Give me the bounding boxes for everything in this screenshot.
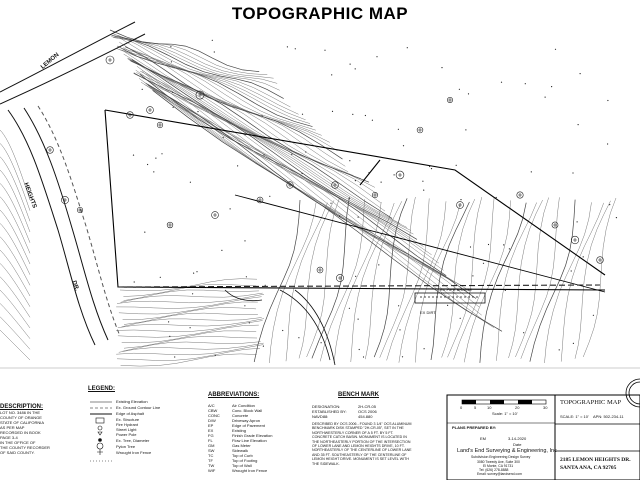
spot-elevation — [295, 48, 296, 49]
spot-elevation — [282, 330, 283, 331]
spot-elevation — [302, 114, 303, 115]
description-line: PAGE 3-4 — [0, 435, 18, 440]
spot-elevation — [456, 165, 457, 166]
spot-elevation — [616, 217, 617, 218]
description-line: OF SAID COUNTY. — [0, 450, 35, 455]
spot-elevation — [368, 172, 369, 173]
spot-elevation — [571, 270, 572, 271]
spot-elevation — [245, 134, 246, 135]
abbr-meaning: Concrete — [232, 413, 249, 418]
spot-elevation — [330, 203, 331, 204]
scale-tick: 20 — [515, 405, 520, 410]
spot-elevation — [349, 308, 350, 309]
spot-elevation — [460, 199, 461, 200]
abbr-meaning: Driveway Apron — [232, 418, 261, 423]
spot-elevation — [578, 124, 579, 125]
bench-mark-description: DESCRIBED BY OCS 2006 - FOUND 3 1/4" OCS ALUMINUM BENCHMARK DISK STAMPED "2H-CR-05", SET IN THE NORTHWESTERLY CORNER OF A 5 FT. BY 5 FT. CONCRETE CATCH BASIN. MONUMENT IS LOCATED IN THE NORTHEASTERLY PORTION OF THE INTERSECTION OF LOWER LANE AND LEMON HEIGHTS DRIVE, 10 FT. NORTHEASTERLY OF THE CENTERLINE OF LOWER LANE AND 35 FT. SOUTHEASTERLY OF THE CENTERLINE OF LEMON HEIGHT DRIVE. MONUMENT IS SET LEVEL WITH THE SIDEWALK. — [312, 422, 412, 466]
description-line: COUNTY OF ORANGE — [0, 415, 42, 420]
bench-mark-value: 2H-CR-05 — [358, 404, 377, 409]
abbr-meaning: Sidewalk — [232, 448, 249, 453]
abbr-code: D/W — [208, 418, 216, 423]
spot-elevation — [424, 348, 425, 349]
street-label-dr: DR. — [70, 280, 80, 292]
company-email: Email: survey@landsend.com — [477, 472, 522, 476]
prepared-by-heading: PLANS PREPARED BY: — [452, 425, 497, 430]
bench-mark-value: OCS 2006 — [358, 409, 377, 414]
spot-elevation — [358, 217, 359, 218]
abbr-code: CONC — [208, 413, 220, 418]
spot-elevation — [470, 246, 471, 247]
abbr-code: TW — [208, 463, 215, 468]
street-label-heights: HEIGHTS — [22, 182, 38, 210]
spot-elevation — [214, 51, 215, 52]
spot-elevation — [155, 158, 156, 159]
spot-elevation — [398, 305, 399, 306]
spot-elevation — [302, 173, 303, 174]
spot-elevation — [509, 248, 510, 249]
abbr-code: EX — [208, 428, 214, 433]
spot-elevation — [169, 336, 170, 337]
description-line: RECORDED IN BOOK — [0, 430, 41, 435]
legend-heading: LEGEND: — [88, 386, 115, 392]
spot-elevation — [447, 305, 448, 306]
spot-elevation — [423, 190, 424, 191]
spot-elevation — [501, 82, 502, 83]
spot-elevation — [573, 343, 574, 344]
spot-elevation — [196, 271, 197, 272]
abbreviations-codes — [208, 403, 220, 473]
bench-mark-fields — [312, 404, 347, 419]
spot-elevation — [134, 281, 135, 282]
bench-mark-field: ESTABLISHED BY: — [312, 409, 347, 414]
spot-elevation — [244, 240, 245, 241]
company-name: Land's End Surveying & Engineering, Inc — [457, 448, 557, 454]
spot-elevation — [349, 160, 350, 161]
abbr-code: CBW — [208, 408, 218, 413]
spot-elevation — [531, 171, 532, 172]
spot-elevation — [206, 287, 207, 288]
spot-elevation — [593, 315, 594, 316]
page-title: TOPOGRAPHIC MAP — [231, 4, 409, 23]
spot-elevation — [555, 49, 556, 50]
abbr-code: TC — [208, 453, 214, 458]
spot-elevation — [287, 46, 288, 47]
spot-elevation — [355, 180, 356, 181]
spot-elevation — [237, 165, 238, 166]
description-line: LOT NO. 3486 IN THE — [0, 410, 41, 415]
spot-elevation — [363, 356, 364, 357]
spot-elevation — [607, 100, 608, 101]
title-block-apn: APN: 502-234-11 — [593, 414, 624, 419]
spot-elevation — [173, 107, 174, 108]
spot-elevation — [559, 349, 560, 350]
spot-elevation — [331, 74, 332, 75]
abbr-code: EP — [208, 423, 214, 428]
spot-elevation — [422, 181, 423, 182]
legend-item: Power Pole — [116, 432, 137, 437]
description-heading: DESCRIPTION: — [0, 404, 44, 410]
spot-elevation — [144, 232, 145, 233]
description-line: STATE OF CALIFORNIA — [0, 420, 45, 425]
spot-elevation — [525, 83, 526, 84]
abbr-code: FL — [208, 438, 213, 443]
description-line: THE COUNTY RECORDER — [0, 445, 50, 450]
legend-item: Edge of Asphalt — [116, 411, 145, 416]
spot-elevation — [298, 337, 299, 338]
legend-item: Ex. Tree, Diameter — [116, 438, 150, 443]
bench-mark-field: DESIGNATION: — [312, 404, 341, 409]
spot-elevation — [407, 47, 408, 48]
spot-elevation — [365, 115, 366, 116]
spot-elevation — [263, 154, 264, 155]
abbr-meaning: Top of Wall — [232, 463, 252, 468]
legend-item: Ex. Ground Contour Line — [116, 405, 161, 410]
legend-item: Fire Hydrant — [116, 422, 139, 427]
spot-elevation — [133, 155, 134, 156]
spot-elevation — [172, 92, 173, 93]
spot-elevation — [350, 64, 351, 65]
bench-mark-heading: BENCH MARK — [338, 392, 379, 398]
title-block-title: TOPOGRAPHIC MAP — [560, 399, 622, 406]
spot-elevation — [147, 164, 148, 165]
spot-elevation — [580, 73, 581, 74]
legend-list — [116, 399, 160, 456]
bench-mark-value: 454.880 — [358, 414, 373, 419]
spot-elevation — [523, 332, 524, 333]
prepared-by-date-label: Date — [513, 442, 522, 447]
description-line: AS PER MAP — [0, 425, 25, 430]
spot-elevation — [607, 143, 608, 144]
spot-elevation — [355, 68, 356, 69]
legend-item: Pylon Tree — [116, 444, 136, 449]
title-block-address: 2185 LEMON HEIGHTS DR. — [560, 457, 631, 463]
spot-elevation — [403, 145, 404, 146]
spot-elevation — [291, 154, 292, 155]
spot-elevation — [483, 263, 484, 264]
spot-elevation — [171, 61, 172, 62]
spot-elevation — [459, 89, 460, 90]
site-label-dirt: EX DIRT — [420, 310, 436, 315]
spot-elevation — [609, 204, 610, 205]
spot-elevation — [190, 182, 191, 183]
spot-elevation — [142, 89, 143, 90]
spot-elevation — [583, 256, 584, 257]
spot-elevation — [402, 356, 403, 357]
spot-elevation — [161, 153, 162, 154]
abbr-meaning: Top of Footing — [232, 458, 258, 463]
spot-elevation — [246, 276, 247, 277]
spot-elevation — [465, 129, 466, 130]
spot-elevation — [496, 197, 497, 198]
spot-elevation — [324, 50, 325, 51]
description-block — [0, 404, 78, 455]
abbr-meaning: Top of Curb — [232, 453, 253, 458]
spot-elevation — [170, 46, 171, 47]
spot-elevation — [265, 285, 266, 286]
spot-elevation — [431, 168, 432, 169]
abbreviations-heading: ABBREVIATIONS: — [208, 392, 260, 398]
abbr-meaning: Air Condition — [232, 403, 255, 408]
title-block-city: SANTA ANA, CA 92705 — [560, 465, 617, 471]
spot-elevation — [230, 208, 231, 209]
bench-mark-values — [358, 404, 377, 419]
scale-tick: 5 — [474, 405, 477, 410]
prepared-by-date: 3-14-2020 — [508, 436, 527, 441]
site-label-pipe-bridge: EX PIPE BRIDGE — [440, 287, 473, 292]
scale-bar-label: Scale: 1" = 10' — [492, 411, 518, 416]
spot-elevation — [398, 129, 399, 130]
spot-elevation — [381, 182, 382, 183]
abbr-meaning: Conc. Block Wall — [232, 408, 263, 413]
spot-elevation — [352, 114, 353, 115]
title-block-scale: SCALE: 1" = 10' — [560, 414, 589, 419]
spot-elevation — [429, 166, 430, 167]
abbr-code: WIF — [208, 468, 216, 473]
spot-elevation — [394, 174, 395, 175]
abbr-meaning: Flow Line Elevation — [232, 438, 267, 443]
spot-elevation — [244, 305, 245, 306]
spot-elevation — [441, 67, 442, 68]
abbr-meaning: Finish Grade Elevation — [232, 433, 273, 438]
spot-elevation — [359, 349, 360, 350]
street-label-top: LEMON — [40, 52, 61, 71]
abbr-meaning: Wrought Iron Fence — [232, 468, 268, 473]
spot-elevation — [577, 221, 578, 222]
legend-item: Ex. Structure — [116, 417, 140, 422]
spot-elevation — [505, 290, 506, 291]
spot-elevation — [221, 250, 222, 251]
spot-elevation — [399, 329, 400, 330]
abbreviations-meanings — [232, 403, 272, 473]
company-tagline: Subdivision Engineering Design Survey — [471, 455, 531, 459]
spot-elevation — [305, 151, 306, 152]
abbr-code: SW — [208, 448, 215, 453]
spot-elevation — [193, 273, 194, 274]
spot-elevation — [160, 277, 161, 278]
abbr-code: FG — [208, 433, 214, 438]
spot-elevation — [263, 346, 264, 347]
spot-elevation — [372, 120, 373, 121]
spot-elevation — [545, 97, 546, 98]
spot-elevation — [269, 196, 270, 197]
spot-elevation — [192, 293, 193, 294]
spot-elevation — [153, 171, 154, 172]
spot-elevation — [349, 198, 350, 199]
spot-elevation — [468, 93, 469, 94]
spot-elevation — [168, 321, 169, 322]
spot-elevation — [212, 40, 213, 41]
spot-elevation — [249, 322, 250, 323]
spot-elevation — [215, 355, 216, 356]
spot-elevation — [488, 244, 489, 245]
description-line: IN THE OFFICE OF — [0, 440, 36, 445]
spot-elevation — [503, 244, 504, 245]
spot-elevation — [321, 342, 322, 343]
abbr-code: A/C — [208, 403, 215, 408]
spot-elevation — [332, 111, 333, 112]
abbr-meaning: Existing — [232, 428, 247, 433]
company-address: Tel: (626) 278-8888 — [479, 468, 509, 472]
abbr-meaning: Gas Meter — [232, 443, 251, 448]
spot-elevation — [174, 356, 175, 357]
spot-elevation — [472, 275, 473, 276]
legend-item: Existing Elevation — [116, 399, 148, 404]
abbr-meaning: Edge of Pavement — [232, 423, 265, 428]
spot-elevation — [197, 111, 198, 112]
prepared-by-initials: EM — [480, 436, 486, 441]
scale-tick: 0 — [460, 405, 463, 410]
spot-elevation — [339, 216, 340, 217]
scale-tick: 30 — [543, 405, 548, 410]
legend-item: Wrought Iron Fence — [116, 450, 152, 455]
spot-elevation — [190, 327, 191, 328]
spot-elevation — [355, 276, 356, 277]
company-address: 3080 Tweedy Ave, Suite 300 — [477, 460, 520, 464]
spot-elevation — [460, 318, 461, 319]
abbr-code: TF — [208, 458, 213, 463]
spot-elevation — [376, 56, 377, 57]
spot-elevation — [378, 264, 379, 265]
spot-elevation — [551, 86, 552, 87]
abbr-code: GM — [208, 443, 215, 448]
scale-tick: 10 — [487, 405, 492, 410]
bench-mark-field: NAVD88: — [312, 414, 329, 419]
company-address: El Monte, CA 91731 — [483, 464, 514, 468]
spot-elevation — [261, 115, 262, 116]
spot-elevation — [358, 319, 359, 320]
spot-elevation — [572, 172, 573, 173]
legend-item: Street Light — [116, 427, 137, 432]
spot-elevation — [223, 137, 224, 138]
